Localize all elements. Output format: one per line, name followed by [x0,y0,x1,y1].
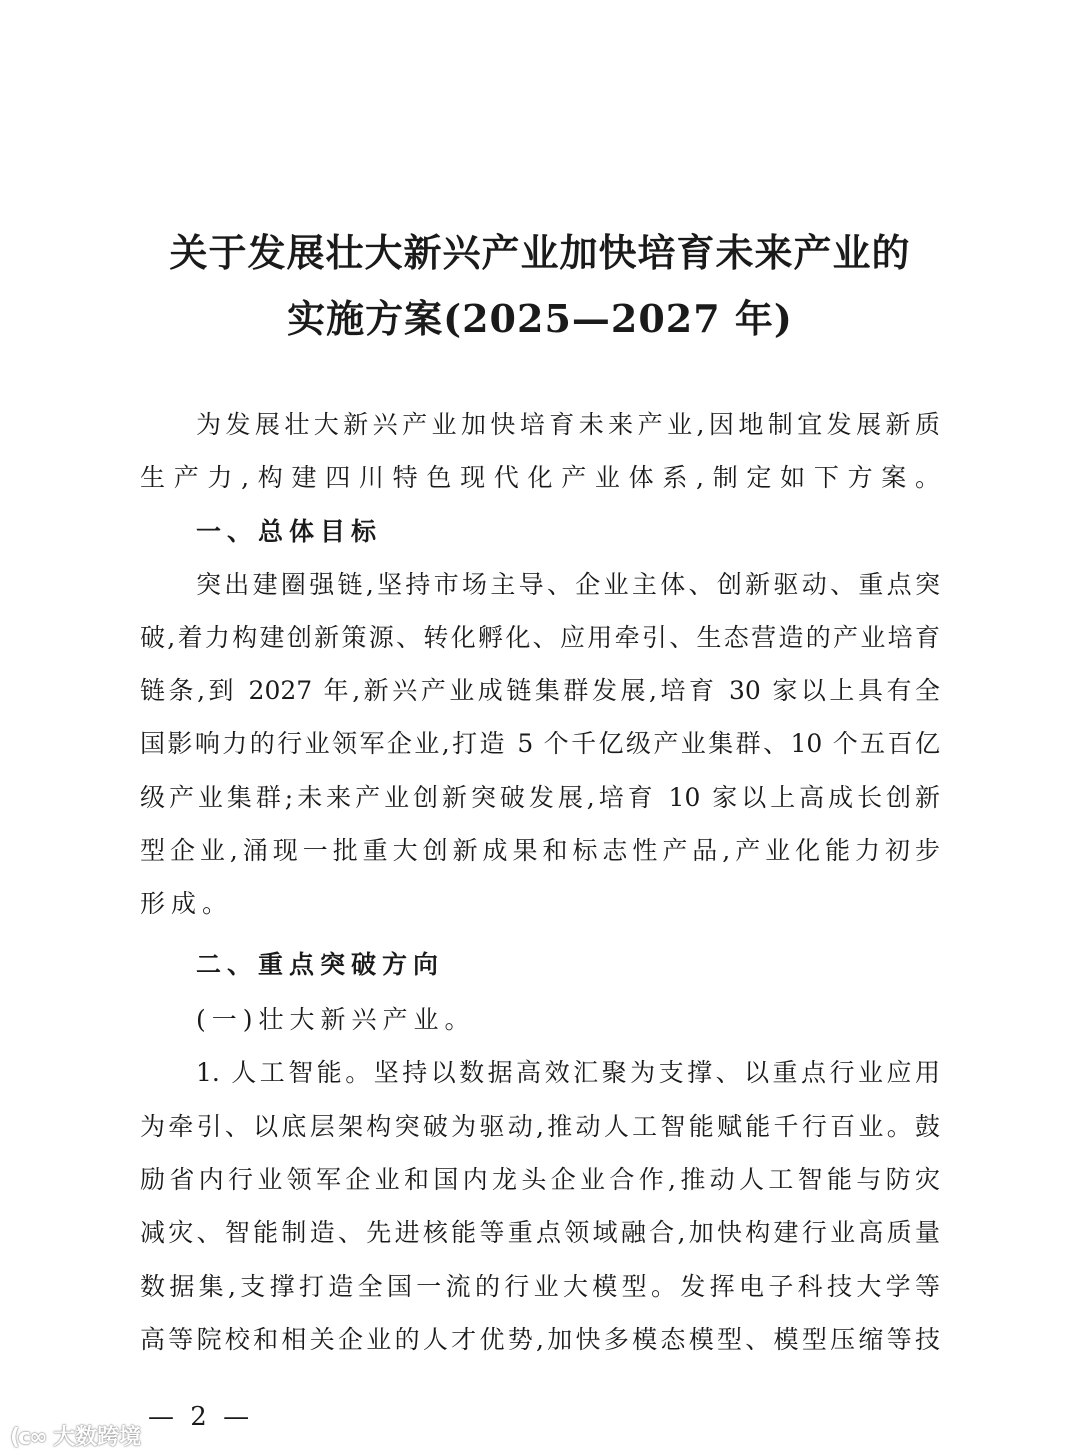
body-line: 高等院校和相关企业的人才优势,加快多模态模型、模型压缩等技 [140,1325,940,1354]
watermark-logo: (c∞ 大数跨境 [10,1425,142,1450]
intro-line: 为发展壮大新兴产业加快培育未来产业,因地制宜发展新质 [196,410,940,439]
body-line: 减灾、智能制造、先进核能等重点领域融合,加快构建行业高质量 [140,1218,940,1247]
section-heading: 一、总体目标 [196,517,383,546]
body-line: 数据集,支撑打造全国一流的行业大模型。发挥电子科技大学等 [140,1272,940,1301]
body-line: 为牵引、以底层架构突破为驱动,推动人工智能赋能千行百业。鼓 [140,1112,940,1141]
watermark-text: 大数跨境 [53,1425,142,1450]
body-line: 形成。 [140,889,234,918]
body-line: 突出建圈强链,坚持市场主导、企业主体、创新驱动、重点突 [196,570,940,599]
section-heading: 二、重点突破方向 [196,950,445,979]
body-line: 1. 人工智能。坚持以数据高效汇聚为支撑、以重点行业应用 [196,1058,940,1087]
body-line: 国影响力的行业领军企业,打造 5 个千亿级产业集群、10 个五百亿 [140,729,940,758]
intro-line: 生产力,构建四川特色现代化产业体系,制定如下方案。 [140,463,940,492]
title-line-1: 关于发展壮大新兴产业加快培育未来产业的 [169,230,911,275]
body-line: 型企业,涌现一批重大创新成果和标志性产品,产业化能力初步 [140,836,940,865]
body-line: 励省内行业领军企业和国内龙头企业合作,推动人工智能与防灾 [140,1165,940,1194]
body-line: 链条,到 2027 年,新兴产业成链集群发展,培育 30 家以上具有全 [140,676,940,705]
body-line: 级产业集群;未来产业创新突破发展,培育 10 家以上高成长创新 [140,783,940,812]
page-number: — 2 — [148,1402,254,1432]
subsection-heading: (一)壮大新兴产业。 [196,1005,476,1034]
title-line-2: 实施方案(2025—2027 年) [287,296,793,341]
body-line: 破,着力构建创新策源、转化孵化、应用牵引、生态营造的产业培育 [140,623,940,652]
